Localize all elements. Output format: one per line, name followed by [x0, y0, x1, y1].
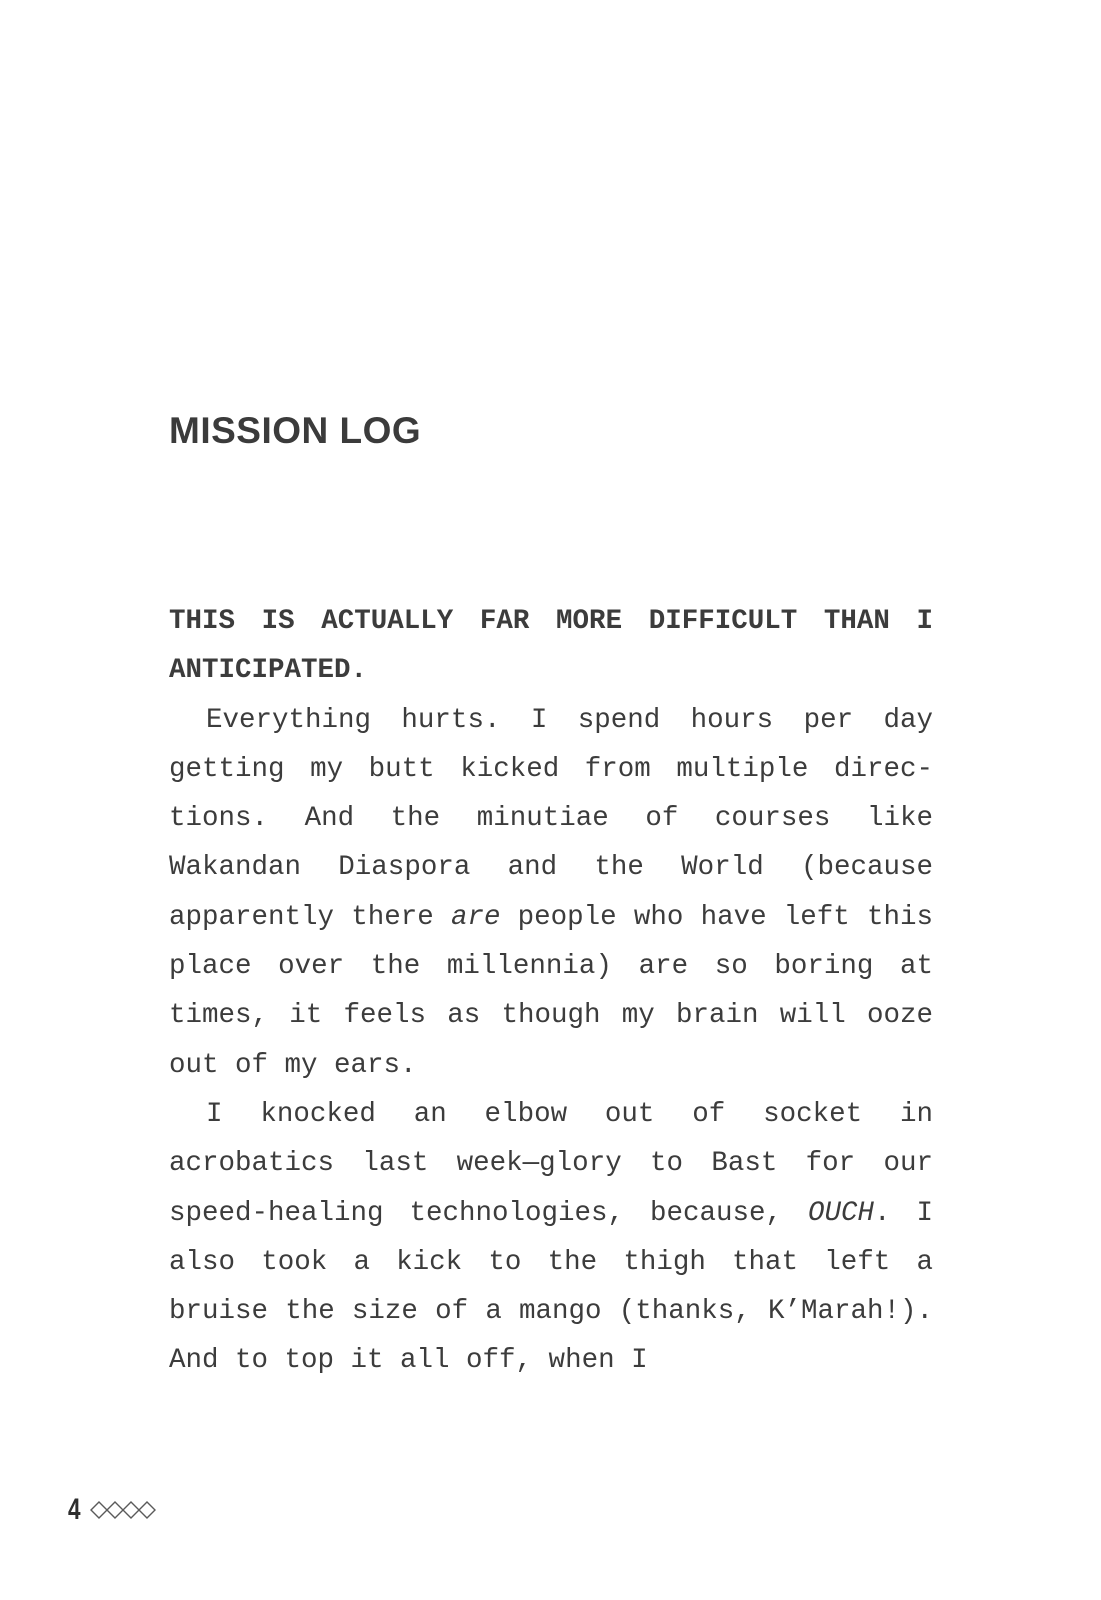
paragraph-1-emphasis: are [450, 901, 501, 933]
section-heading: MISSION LOG [169, 410, 422, 451]
paragraph-2-text-b: . I also took a kick to the thigh that left a bruise the size of a mango (thanks, K’Marah!). And to top it all off, when I [169, 1197, 933, 1377]
paragraph-2-text-a: I knocked an elbow out of socket in acrobatics last week—glory to Bast for our speed-healing technologies, because, [169, 1098, 933, 1229]
paragraph-1 [169, 696, 933, 1090]
paragraph-2-emphasis: OUCH [808, 1197, 875, 1229]
page-number: 4 [68, 1493, 81, 1526]
lead-sentence: THIS IS ACTUALLY FAR MORE DIFFICULT THAN I ANTICIPATED. [169, 606, 933, 687]
diamond-chain-ornament-icon [90, 1500, 156, 1520]
paragraph-2 [169, 1090, 933, 1386]
page-footer [68, 1493, 156, 1527]
paragraph-1-text-a: Everything hurts. I spend hours per day getting my butt kicked from multiple directions. And the minutiae of courses like Wakandan Diaspora and the World (because apparently there [169, 704, 933, 933]
body-text [169, 597, 933, 1386]
paragraph-1-text-b: people who have left this place over the millennia) are so boring at times, it feels as though my brain will ooze out of my ears. [169, 901, 933, 1081]
